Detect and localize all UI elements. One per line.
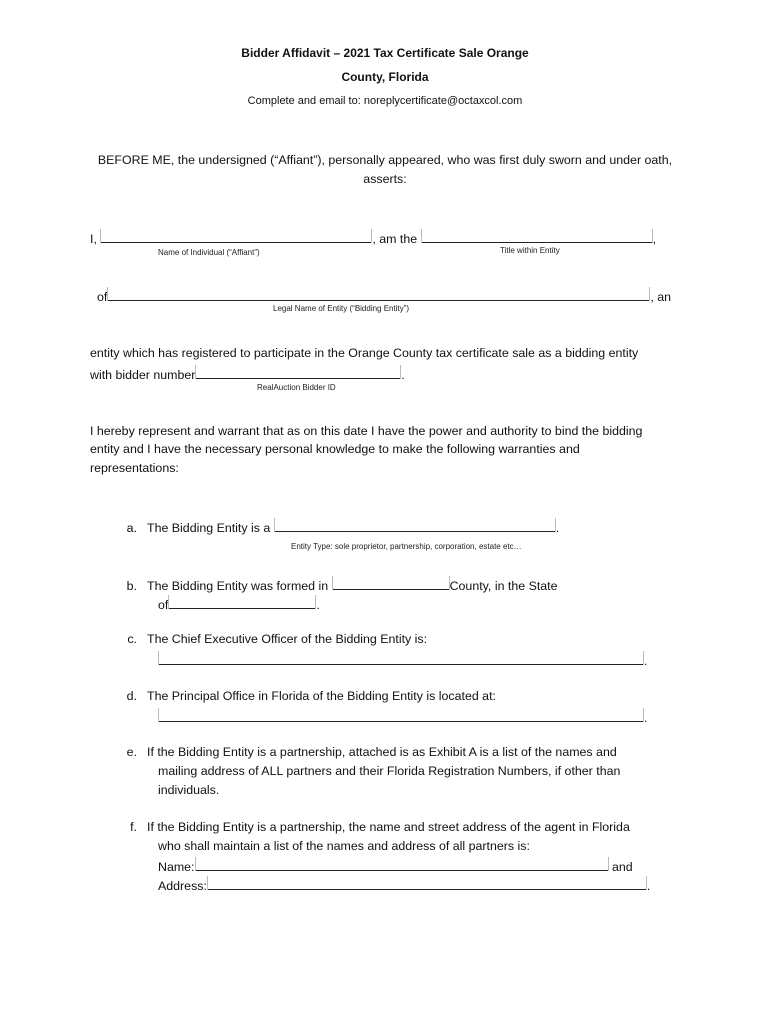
email-instruction: Complete and email to: noreplycertificate@octaxcol.com (247, 95, 523, 107)
item-d-marker: d. (126, 689, 137, 703)
registration-line2 (90, 365, 405, 382)
affiant-name-field[interactable] (100, 229, 372, 243)
item-b-text2: County, in the State (449, 579, 558, 593)
agent-name-suffix: and (611, 860, 633, 874)
entity-type-caption: Entity Type: sole proprietor, partnership, corporation, estate etc… (291, 542, 522, 551)
item-b (115, 576, 558, 593)
registration-line1: entity which has registered to participate in the Orange County tax certificate sale as a bidding entity (90, 346, 639, 360)
agent-name-label: Name: (158, 860, 195, 874)
affiant-row (90, 229, 656, 246)
affiant-title-field[interactable] (421, 229, 653, 243)
item-f (115, 820, 630, 834)
warranty-line3: representations: (90, 461, 179, 475)
item-b-period: . (316, 598, 320, 612)
affiant-prefix: I, (90, 232, 97, 246)
item-b-marker: b. (126, 579, 137, 593)
item-a-marker: a. (126, 521, 137, 535)
item-a-period: . (555, 521, 560, 535)
affiant-title-caption: Title within Entity (500, 246, 560, 255)
item-f-marker: f. (130, 820, 137, 834)
item-b-text1: The Bidding Entity was formed in (147, 579, 329, 593)
item-d-period: . (644, 711, 648, 725)
item-f-name-row (158, 857, 633, 874)
bidder-number-label: with bidder number (90, 368, 196, 382)
item-e-line1: If the Bidding Entity is a partnership, attached is as Exhibit A is a list of the names and (147, 745, 617, 759)
item-e (115, 745, 617, 759)
affiant-suffix: , (652, 232, 657, 246)
entity-name-caption: Legal Name of Entity (“Bidding Entity”) (273, 304, 410, 313)
item-c-marker: c. (127, 632, 137, 646)
affiant-middle-text: , am the (372, 232, 418, 246)
entity-name-field[interactable] (107, 287, 650, 301)
formed-state-field[interactable] (168, 595, 316, 609)
entity-suffix: , an (650, 290, 672, 304)
item-b-text3: of (158, 598, 169, 612)
entity-type-field[interactable] (274, 518, 556, 532)
principal-office-field[interactable] (158, 708, 644, 722)
agent-address-field[interactable] (207, 876, 647, 890)
warranty-line2: entity and I have the necessary personal knowledge to make the following warranties and (90, 442, 580, 456)
item-a (115, 518, 559, 535)
ceo-name-field[interactable] (158, 651, 644, 665)
item-e-line3: individuals. (158, 783, 220, 797)
item-e-marker: e. (126, 745, 137, 759)
formed-county-field[interactable] (332, 576, 450, 590)
item-c (115, 632, 427, 646)
item-d-text: The Principal Office in Florida of the Bidding Entity is located at: (147, 689, 496, 703)
entity-prefix: of (97, 290, 108, 304)
bidder-number-field[interactable] (195, 365, 401, 379)
document-title-line1: Bidder Affidavit – 2021 Tax Certificate Sale Orange (241, 46, 529, 60)
item-f-line2: who shall maintain a list of the names and address of all partners is: (158, 839, 530, 853)
item-f-line1: If the Bidding Entity is a partnership, the name and street address of the agent in Florida (147, 820, 630, 834)
intro-line1: BEFORE ME, the undersigned (“Affiant”), personally appeared, who was first duly sworn and under oath, (97, 153, 673, 167)
item-f-period: . (646, 879, 651, 893)
warranty-line1: I hereby represent and warrant that as on this date I have the power and authority to bind the bidding (90, 424, 643, 438)
item-b-state-row (158, 595, 320, 612)
item-a-text: The Bidding Entity is a (147, 521, 271, 535)
item-f-address-row (158, 876, 650, 893)
registration-period: . (401, 368, 405, 382)
item-c-period: . (644, 654, 648, 668)
agent-name-field[interactable] (195, 857, 609, 871)
item-e-line2: mailing address of ALL partners and their Florida Registration Numbers, if other than (158, 764, 621, 778)
item-c-text: The Chief Executive Officer of the Bidding Entity is: (147, 632, 428, 646)
affiant-name-caption: Name of Individual (“Affiant”) (158, 248, 260, 257)
item-d-field-row (158, 708, 647, 725)
item-d (115, 689, 496, 703)
bidder-id-caption: RealAuction Bidder ID (257, 383, 336, 392)
item-c-field-row (158, 651, 647, 668)
agent-address-label: Address: (158, 879, 207, 893)
intro-line2: asserts: (363, 172, 407, 186)
entity-row (97, 287, 671, 304)
document-title-line2: County, Florida (341, 70, 429, 84)
